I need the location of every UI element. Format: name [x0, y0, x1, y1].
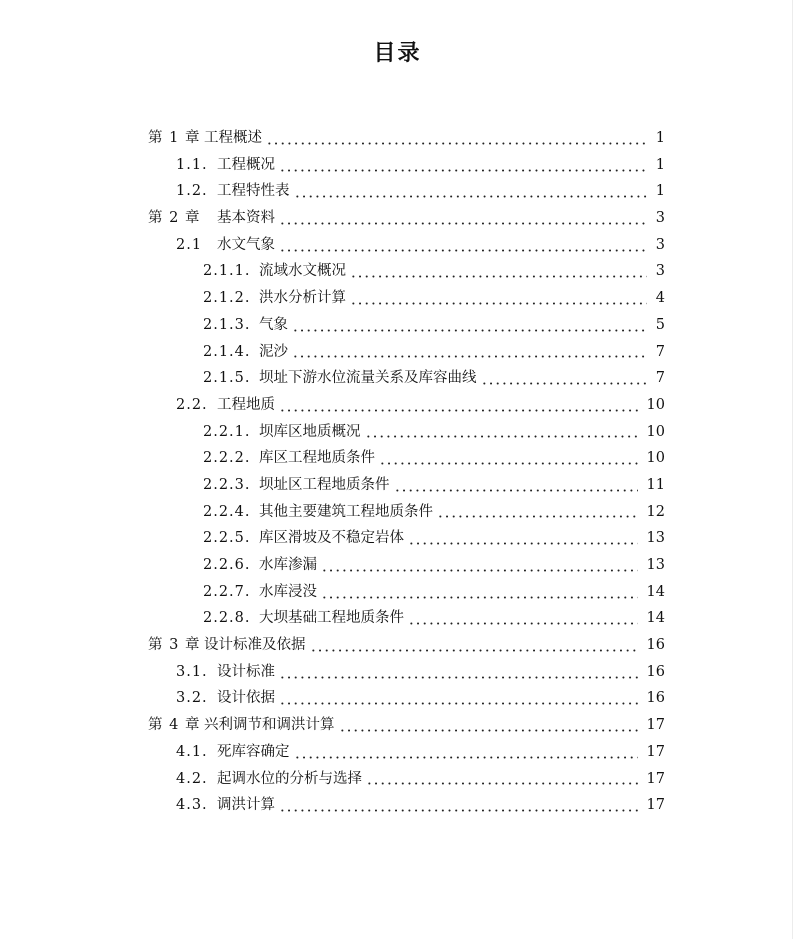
dot-leader — [408, 622, 638, 625]
toc-entry-page: 14 — [646, 610, 665, 627]
toc-entry-page: 7 — [655, 370, 665, 387]
toc-entry-page: 3 — [655, 210, 665, 227]
table-of-contents — [0, 125, 795, 819]
toc-entry-title: 设计标准 — [217, 663, 275, 680]
toc-entry-title: 坝库区地质概况 — [259, 423, 361, 440]
toc-entry-title: 工程地质 — [217, 396, 275, 413]
toc-entry-number: 第 3 章 — [148, 637, 201, 654]
toc-entry-number: 2.2.4. — [203, 503, 251, 520]
toc-entry-title: 起调水位的分析与选择 — [217, 770, 362, 787]
toc-entry-number: 2.1.4. — [203, 343, 251, 360]
dot-leader — [310, 649, 638, 652]
toc-entry-number: 2.1 — [176, 236, 203, 253]
toc-entry-title: 气象 — [259, 316, 288, 333]
dot-leader — [279, 702, 638, 705]
toc-entry-number: 4.1. — [176, 743, 208, 760]
toc-entry-title: 水文气象 — [217, 236, 275, 253]
toc-entry-2-1-2[interactable] — [203, 285, 665, 312]
toc-entry-page: 10 — [646, 423, 665, 440]
toc-entry-page: 17 — [646, 770, 665, 787]
toc-entry-3-2[interactable] — [176, 685, 665, 712]
toc-entry-title: 流域水文概况 — [259, 263, 346, 280]
toc-entry-title: 洪水分析计算 — [259, 290, 346, 307]
toc-entry-2-2-5[interactable] — [203, 525, 665, 552]
toc-entry-title: 大坝基础工程地质条件 — [259, 610, 404, 627]
toc-entry-title: 死库容确定 — [217, 743, 290, 760]
toc-entry-title: 其他主要建筑工程地质条件 — [259, 503, 433, 520]
dot-leader — [339, 729, 638, 732]
toc-entry-number: 2.2.7. — [203, 583, 251, 600]
toc-entry-title: 设计依据 — [217, 690, 275, 707]
toc-entry-chapter-3[interactable] — [148, 632, 665, 659]
dot-leader — [321, 569, 638, 572]
toc-entry-chapter-2[interactable] — [148, 205, 665, 232]
toc-entry-page: 7 — [655, 343, 665, 360]
toc-entry-title: 泥沙 — [259, 343, 288, 360]
toc-entry-2-2-6[interactable] — [203, 552, 665, 579]
toc-entry-number: 1.1. — [176, 156, 208, 173]
toc-entry-2-2-8[interactable] — [203, 605, 665, 632]
dot-leader — [365, 435, 638, 438]
toc-entry-number: 2.1.3. — [203, 316, 251, 333]
toc-entry-page: 14 — [646, 583, 665, 600]
toc-entry-2-1-5[interactable] — [203, 365, 665, 392]
toc-entry-title: 库区滑坡及不稳定岩体 — [259, 530, 404, 547]
toc-entry-page: 1 — [655, 183, 665, 200]
toc-entry-2-1-1[interactable] — [203, 258, 665, 285]
toc-entry-page: 5 — [655, 316, 665, 333]
toc-entry-title: 水库渗漏 — [259, 557, 317, 573]
toc-entry-number: 2.2.1. — [203, 423, 251, 440]
dot-leader — [279, 222, 647, 225]
dot-leader — [350, 302, 647, 305]
toc-entry-2-2-1[interactable] — [203, 419, 665, 446]
toc-entry-2-2-3[interactable] — [203, 472, 665, 499]
dot-leader — [279, 809, 638, 812]
toc-entry-4-1[interactable] — [176, 739, 665, 766]
toc-entry-page: 3 — [655, 263, 665, 280]
toc-entry-number: 第 1 章 — [148, 130, 201, 146]
toc-entry-number: 2.1.1. — [203, 263, 251, 280]
toc-entry-number: 2.2.6. — [203, 557, 251, 573]
page-title: 目录 — [373, 40, 422, 65]
toc-entry-2-1[interactable] — [176, 232, 665, 259]
toc-entry-title: 工程特性表 — [217, 183, 290, 200]
toc-entry-page: 10 — [646, 396, 665, 413]
toc-entry-title: 水库浸没 — [259, 583, 317, 600]
toc-entry-number: 2.2.2. — [203, 450, 251, 467]
toc-entry-page: 16 — [646, 637, 665, 654]
toc-entry-page: 10 — [646, 450, 665, 467]
toc-entry-page: 17 — [646, 743, 665, 760]
dot-leader — [366, 782, 638, 785]
toc-entry-number: 2.2. — [176, 396, 208, 413]
toc-entry-4-2[interactable] — [176, 766, 665, 793]
toc-entry-page: 16 — [646, 690, 665, 707]
toc-entry-2-2-2[interactable] — [203, 445, 665, 472]
toc-entry-number: 1.2. — [176, 183, 208, 200]
toc-entry-page: 4 — [655, 290, 665, 307]
toc-entry-page: 3 — [655, 236, 665, 253]
toc-entry-page: 16 — [646, 663, 665, 680]
toc-entry-title: 基本资料 — [217, 210, 275, 227]
dot-leader — [279, 409, 638, 412]
toc-entry-page: 1 — [655, 156, 665, 173]
dot-leader — [379, 462, 638, 465]
toc-entry-page: 13 — [646, 557, 665, 573]
toc-entry-title: 工程概述 — [204, 130, 262, 146]
toc-entry-number: 4.3. — [176, 797, 208, 814]
dot-leader — [292, 329, 647, 332]
toc-entry-number: 2.2.5. — [203, 530, 251, 547]
toc-entry-2-1-4[interactable] — [203, 339, 665, 366]
toc-entry-number: 2.1.5. — [203, 370, 251, 387]
dot-leader — [279, 676, 638, 679]
dot-leader — [350, 275, 647, 278]
toc-entry-chapter-1[interactable] — [148, 125, 665, 152]
toc-entry-chapter-4[interactable] — [148, 712, 665, 739]
toc-entry-page: 11 — [646, 476, 665, 493]
toc-entry-1-2[interactable] — [176, 178, 665, 205]
toc-entry-2-2[interactable] — [176, 392, 665, 419]
toc-entry-title: 工程概况 — [217, 156, 275, 173]
dot-leader — [394, 489, 638, 492]
dot-leader — [279, 249, 647, 252]
dot-leader — [279, 169, 647, 172]
toc-entry-2-1-3[interactable] — [203, 312, 665, 339]
toc-entry-number: 第 2 章 — [148, 210, 201, 227]
dot-leader — [437, 515, 638, 518]
toc-entry-title: 兴利调节和调洪计算 — [204, 717, 335, 734]
dot-leader — [481, 382, 647, 385]
dot-leader — [321, 596, 638, 599]
toc-entry-page: 17 — [646, 797, 665, 814]
toc-entry-page: 13 — [646, 530, 665, 547]
toc-entry-number: 第 4 章 — [148, 717, 201, 734]
toc-entry-2-2-4[interactable] — [203, 499, 665, 526]
toc-entry-number: 2.2.3. — [203, 476, 251, 493]
toc-entry-number: 3.2. — [176, 690, 208, 707]
dot-leader — [294, 756, 638, 759]
dot-leader — [292, 355, 647, 358]
toc-entry-title: 调洪计算 — [217, 797, 275, 814]
toc-entry-page: 12 — [646, 503, 665, 520]
toc-entry-number: 2.2.8. — [203, 610, 251, 627]
dot-leader — [294, 195, 647, 198]
toc-entry-title: 设计标准及依据 — [204, 637, 306, 654]
toc-entry-4-3[interactable] — [176, 792, 665, 819]
dot-leader — [266, 142, 647, 145]
toc-entry-title: 坝址下游水位流量关系及库容曲线 — [259, 370, 477, 387]
toc-entry-2-2-7[interactable] — [203, 579, 665, 606]
toc-entry-number: 4.2. — [176, 770, 208, 787]
toc-entry-page: 17 — [646, 717, 665, 734]
toc-entry-title: 库区工程地质条件 — [259, 450, 375, 467]
toc-entry-title: 坝址区工程地质条件 — [259, 476, 390, 493]
toc-entry-number: 3.1. — [176, 663, 208, 680]
dot-leader — [408, 542, 638, 545]
toc-entry-3-1[interactable] — [176, 659, 665, 686]
toc-entry-number: 2.1.2. — [203, 290, 251, 307]
toc-entry-page: 1 — [655, 130, 665, 146]
toc-entry-1-1[interactable] — [176, 152, 665, 179]
